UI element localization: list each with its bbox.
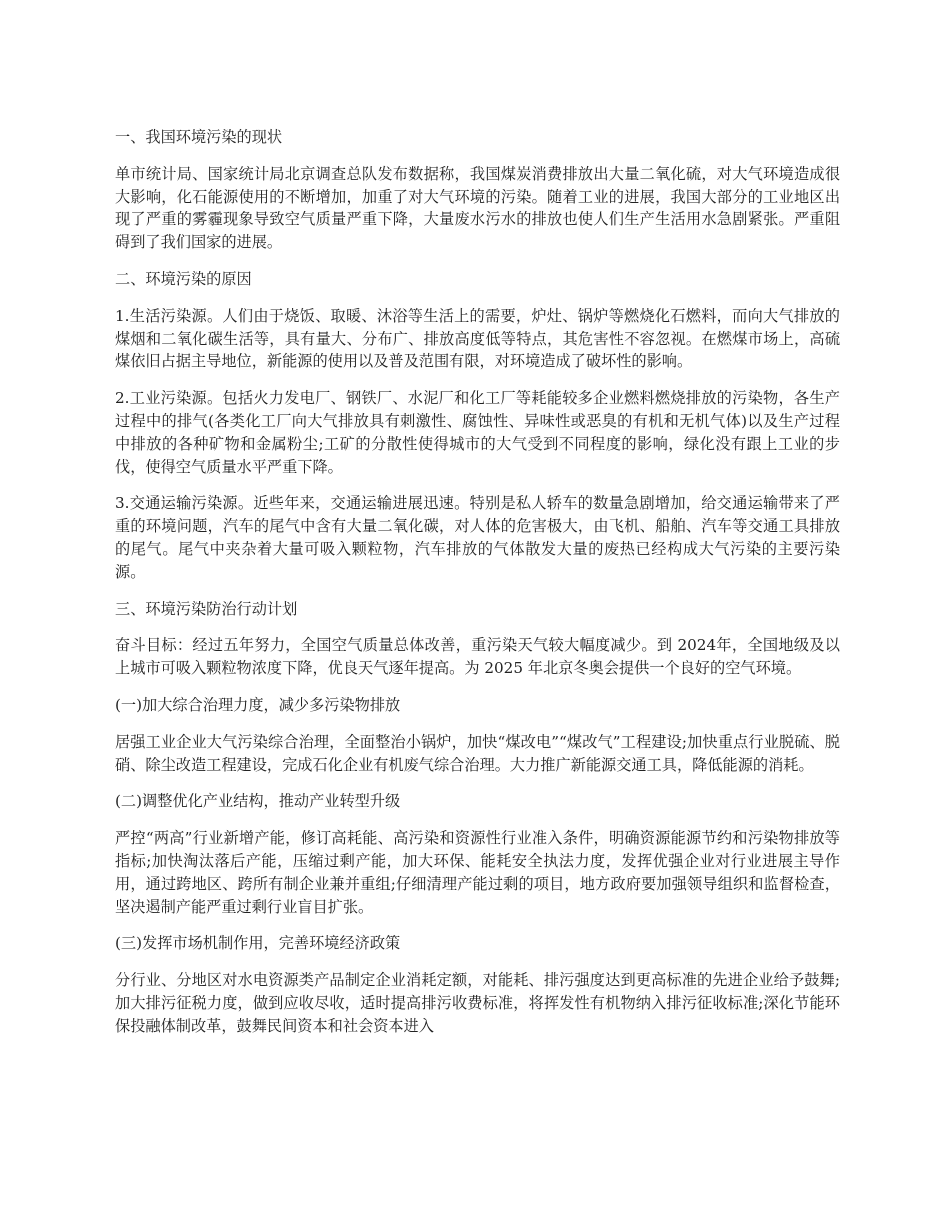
subsection-heading: (二)调整优化产业结构，推动产业转型升级 [115,792,401,811]
paragraph: 3.交通运输污染源。近些年来，交通运输进展迅速。特别是私人轿车的数量急剧增加，给交通运输带来了严重的环境问题，汽车的尾气中含有大量二氧化碳，对人体的危害极大，由飞机、船舶、汽车等交通工具排放的尾气。尾气中夹杂着大量可吸入颗粒物，汽车排放的气体散发大量的废热已经构成大气污染的主要污染源。 [115,494,840,581]
paragraph: 奋斗目标：经过五年努力，全国空气质量总体改善，重污染天气较大幅度减少。到 2024年，全国地级及以上城市可吸入颗粒物浓度下降，优良天气逐年提高。为 2025 年北京冬奥会提供一个良好的空气环境。 [115,636,840,678]
paragraph: 单市统计局、国家统计局北京调查总队发布数据称，我国煤炭消费排放出大量二氧化硫，对大气环境造成很大影响，化石能源使用的不断增加，加重了对大气环境的污染。随着工业的进展，我国大部分的工业地区出现了严重的雾霾现象导致空气质量严重下降，大量废水污水的排放也使人们生产生活用水急剧紧张。严重阻碍到了我们国家的进展。 [115,164,840,252]
paragraph: 居强工业企业大气污染综合治理，全面整治小锅炉，加快“煤改电”“煤改气”工程建设;加快重点行业脱硫、脱硝、除尘改造工程建设，完成石化企业有机废气综合治理。大力推广新能源交通工具，降低能源的消耗。 [115,732,840,774]
section-heading: 三、环境污染防治行动计划 [115,599,298,618]
paragraph: 严控“两高”行业新增产能，修订高耗能、高污染和资源性行业准入条件，明确资源能源节约和污染物排放等指标;加快淘汰落后产能，压缩过剩产能，加大环保、能耗安全执法力度，发挥优强企业对行业进展主导作用，通过跨地区、跨所有制企业兼并重组;仔细清理产能过剩的项目，地方政府要加强领导组织和监督检查，坚决遏制产能严重过剩行业盲目扩张。 [115,829,840,916]
document-body [115,126,840,1052]
section-heading: 一、我国环境污染的现状 [115,128,283,146]
section-heading: 二、环境污染的原因 [115,269,252,288]
paragraph: 分行业、分地区对水电资源类产品制定企业消耗定额，对能耗、排污强度达到更高标准的先进企业给予鼓舞;加大排污征税力度，做到应收尽收，适时提高排污收费标准，将挥发性有机物纳入排污征收标准;深化节能环保投融体制改革，鼓舞民间资本和社会资本进入 [115,971,840,1035]
paragraph: 1.生活污染源。人们由于烧饭、取暖、沐浴等生活上的需要，炉灶、锅炉等燃烧化石燃料，而向大气排放的煤烟和二氧化碳生活等，具有量大、分布广、排放高度低等特点，其危害性不容忽视。在燃煤市场上，高硫煤依旧占据主导地位，新能源的使用以及普及范围有限，对环境造成了破坏性的影响。 [115,306,840,371]
subsection-heading: (一)加大综合治理力度，减少多污染物排放 [115,695,401,714]
subsection-heading: (三)发挥市场机制作用，完善环境经济政策 [115,934,401,953]
paragraph: 2.工业污染源。包括火力发电厂、钢铁厂、水泥厂和化工厂等耗能较多企业燃料燃烧排放的污染物，各生产过程中的排气(各类化工厂向大气排放具有刺激性、腐蚀性、异味性或恶臭的有机和无机气体)以及生产过程中排放的各种矿物和金属粉尘;工矿的分散性使得城市的大气受到不同程度的影响，绿化没有跟上工业的步伐，使得空气质量水平严重下降。 [115,389,840,476]
